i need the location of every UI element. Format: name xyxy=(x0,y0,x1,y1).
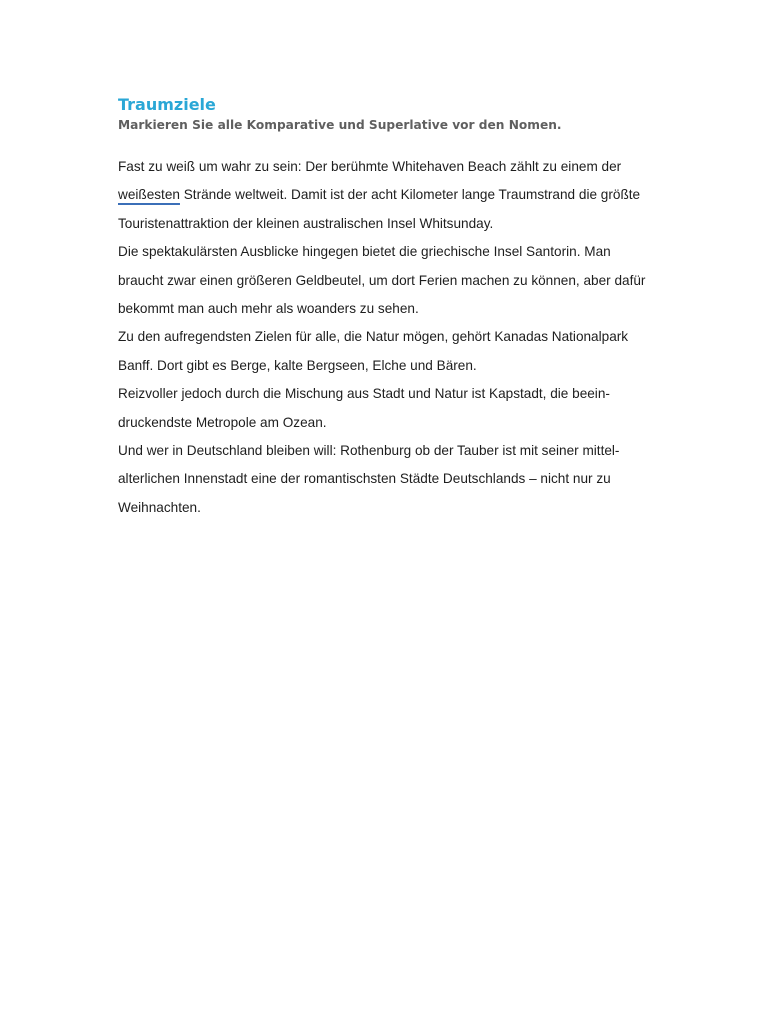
marked-superlative: weißesten xyxy=(118,187,180,203)
paragraph-kapstadt xyxy=(118,380,658,437)
text-line: Die spektakulärsten Ausblicke hingegen bietet die griechische Insel Santorin. Man xyxy=(118,244,611,260)
paragraph-whitehaven xyxy=(118,153,658,238)
text-line: druckendste Metropole am Ozean. xyxy=(118,414,327,430)
text-line: Banff. Dort gibt es Berge, kalte Bergseen, Elche und Bären. xyxy=(118,357,477,373)
document-content xyxy=(118,94,658,522)
exercise-instruction: Markieren Sie alle Komparative und Superlative vor den Nomen. xyxy=(118,118,562,132)
paragraph-santorin xyxy=(118,238,658,323)
page-title: Traumziele xyxy=(118,95,216,114)
text-line: braucht zwar einen größeren Geldbeutel, um dort Ferien machen zu können, aber dafür xyxy=(118,272,646,288)
text-line: Zu den aufregendsten Zielen für alle, die Natur mögen, gehört Kanadas Nationalpark xyxy=(118,329,629,345)
text-line: Reizvoller jedoch durch die Mischung aus Stadt und Natur ist Kapstadt, die beein- xyxy=(118,386,610,402)
text-line: Touristenattraktion der kleinen australischen Insel Whitsunday. xyxy=(118,215,494,231)
paragraph-banff xyxy=(118,323,658,380)
text-line: bekommt man auch mehr als woanders zu sehen. xyxy=(118,301,419,317)
text-line: Weihnachten. xyxy=(118,499,201,515)
text-line: Fast zu weiß um wahr zu sein: Der berühmte Whitehaven Beach zählt zu einem der xyxy=(118,159,622,174)
paragraph-rothenburg xyxy=(118,437,658,522)
text-line: alterlichen Innenstadt eine der romantischsten Städte Deutschlands – nicht nur zu xyxy=(118,471,611,487)
text-line: Strände weltweit. Damit ist der acht Kilometer lange Traumstrand die größte xyxy=(179,187,641,203)
exercise-text xyxy=(118,153,658,522)
text-line: Und wer in Deutschland bleiben will: Rothenburg ob der Tauber ist mit seiner mittel- xyxy=(118,443,620,459)
